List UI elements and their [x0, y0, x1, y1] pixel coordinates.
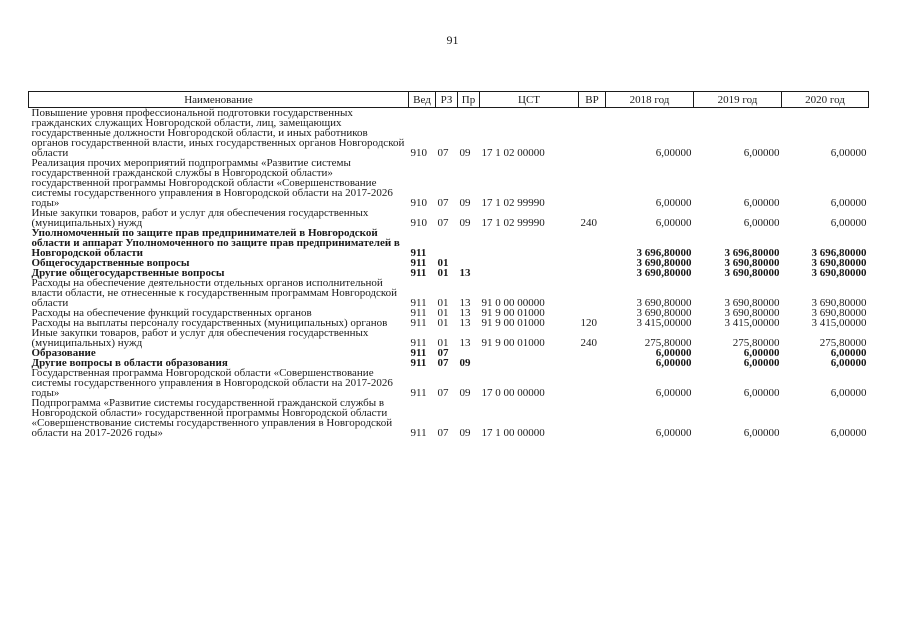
- row-amount-2019: 3 690,80000: [724, 257, 780, 269]
- row-vr: 120: [580, 317, 597, 329]
- row-rz: 07: [437, 387, 449, 399]
- row-cst: [480, 228, 579, 258]
- row-name: Общегосударственные вопросы: [31, 257, 190, 269]
- row-amount-2020: 6,00000: [830, 197, 867, 209]
- row-amount-2019: 3 696,80000: [724, 247, 780, 259]
- row-amount-2020: 3 690,80000: [811, 267, 867, 279]
- row-pr: 09: [459, 217, 471, 229]
- row-vr: [579, 108, 606, 159]
- row-vr: [579, 348, 606, 358]
- row-amount-2018: 3 690,80000: [636, 267, 692, 279]
- row-rz: 07: [437, 197, 449, 209]
- row-ved: 911: [410, 307, 427, 319]
- row-amount-2019: 6,00000: [743, 147, 780, 159]
- row-amount-2018: 6,00000: [655, 147, 692, 159]
- row-amount-2018: 275,80000: [644, 337, 692, 349]
- row-cst: 17 1 00 00000: [481, 427, 545, 439]
- row-amount-2019: 3 690,80000: [724, 307, 780, 319]
- row-name: Образование: [31, 347, 96, 359]
- row-vr: [579, 358, 606, 368]
- row-vr: 240: [580, 337, 597, 349]
- row-ved: 911: [410, 297, 427, 309]
- row-rz: 01: [437, 307, 449, 319]
- row-amount-2020: 6,00000: [830, 347, 867, 359]
- row-pr: 13: [459, 307, 471, 319]
- row-amount-2020: 3 696,80000: [811, 247, 867, 259]
- header-2018: 2018 год: [606, 92, 694, 108]
- row-rz: 07: [437, 427, 449, 439]
- page-number: 91: [446, 33, 459, 47]
- row-ved: 911: [410, 247, 427, 259]
- row-rz: 01: [437, 317, 449, 329]
- row-ved: 911: [410, 427, 427, 439]
- row-pr: 09: [459, 427, 471, 439]
- table-row: [29, 368, 869, 398]
- header-vr: ВР: [579, 92, 606, 108]
- row-pr: 09: [459, 147, 471, 159]
- row-cst: 17 1 02 99990: [481, 217, 545, 229]
- table-row: [29, 278, 869, 308]
- row-pr: 13: [459, 337, 471, 349]
- row-ved: 911: [410, 337, 427, 349]
- row-amount-2019: 3 690,80000: [724, 297, 780, 309]
- row-amount-2020: 3 690,80000: [811, 297, 867, 309]
- row-vr: [579, 398, 606, 438]
- row-pr: 09: [459, 197, 471, 209]
- table-row: [29, 228, 869, 258]
- table-row: [29, 328, 869, 348]
- row-amount-2018: 6,00000: [655, 217, 692, 229]
- row-amount-2019: 6,00000: [743, 347, 780, 359]
- row-amount-2018: 6,00000: [655, 197, 692, 209]
- row-name: Подпрограмма «Развитие системы государственной гражданской службы в Новгородской области» государственной программы Новгородской области «Совершенствование системы государственного управления в Новгородской области на 2017-2026 годы»: [31, 397, 393, 439]
- row-amount-2020: 6,00000: [830, 387, 867, 399]
- row-amount-2018: 3 690,80000: [636, 297, 692, 309]
- row-name: Уполномоченный по защите прав предпринимателей в Новгородской области и аппарат Уполномоченного по защите прав предпринимателей в Новгородской области: [31, 227, 400, 259]
- header-name: Наименование: [29, 92, 409, 108]
- header-cst: ЦСТ: [480, 92, 579, 108]
- row-amount-2020: 3 415,00000: [811, 317, 867, 329]
- row-amount-2019: 3 690,80000: [724, 267, 780, 279]
- row-pr: 09: [459, 357, 471, 369]
- row-rz: 07: [437, 357, 449, 369]
- row-vr: [579, 278, 606, 308]
- row-ved: 911: [410, 257, 427, 269]
- header-rz: РЗ: [436, 92, 458, 108]
- row-ved: 911: [410, 387, 427, 399]
- row-amount-2019: 6,00000: [743, 357, 780, 369]
- row-rz: 01: [437, 257, 449, 269]
- row-vr: [579, 158, 606, 208]
- row-pr: 13: [459, 297, 471, 309]
- row-amount-2019: 275,80000: [732, 337, 780, 349]
- row-cst: 91 9 00 01000: [481, 317, 545, 329]
- row-rz: 07: [437, 347, 449, 359]
- row-rz: 01: [437, 297, 449, 309]
- row-amount-2018: 3 696,80000: [636, 247, 692, 259]
- row-pr: [458, 228, 480, 258]
- table-row: [29, 398, 869, 438]
- row-vr: [579, 268, 606, 278]
- table-body: [29, 108, 869, 439]
- row-amount-2018: 6,00000: [655, 357, 692, 369]
- row-amount-2019: 3 415,00000: [724, 317, 780, 329]
- table-header: [29, 92, 869, 108]
- row-amount-2020: 6,00000: [830, 427, 867, 439]
- row-cst: [480, 268, 579, 278]
- table-row: [29, 158, 869, 208]
- budget-table: [28, 91, 869, 438]
- row-amount-2018: 6,00000: [655, 347, 692, 359]
- header-ved: Вед: [409, 92, 436, 108]
- row-amount-2018: 3 415,00000: [636, 317, 692, 329]
- row-amount-2020: 3 690,80000: [811, 257, 867, 269]
- header-pr: Пр: [458, 92, 480, 108]
- table-row: [29, 208, 869, 228]
- row-name: Иные закупки товаров, работ и услуг для обеспечения государственных (муниципальных) нужд: [31, 327, 369, 349]
- row-ved: 911: [410, 357, 427, 369]
- row-vr: [579, 368, 606, 398]
- row-ved: 910: [410, 147, 427, 159]
- row-vr: 240: [580, 217, 597, 229]
- row-amount-2019: 6,00000: [743, 197, 780, 209]
- row-pr: 09: [459, 387, 471, 399]
- row-name: Государственная программа Новгородской области «Совершенствование системы государственного управления в Новгородской области на 2017-2026 годы»: [31, 367, 393, 399]
- row-amount-2019: 6,00000: [743, 387, 780, 399]
- row-vr: [579, 258, 606, 268]
- row-cst: 91 9 00 01000: [481, 337, 545, 349]
- row-name: Другие вопросы в области образования: [31, 357, 228, 369]
- row-pr: 13: [459, 267, 471, 279]
- row-ved: 911: [410, 317, 427, 329]
- row-ved: 911: [410, 347, 427, 359]
- row-pr: 13: [459, 317, 471, 329]
- row-amount-2018: 3 690,80000: [636, 257, 692, 269]
- row-cst: [480, 258, 579, 268]
- row-ved: 910: [410, 197, 427, 209]
- row-amount-2020: 6,00000: [830, 147, 867, 159]
- row-cst: 17 1 02 00000: [481, 147, 545, 159]
- row-cst: 91 9 00 01000: [481, 307, 545, 319]
- row-rz: 07: [437, 147, 449, 159]
- row-amount-2020: 6,00000: [830, 217, 867, 229]
- row-name: Реализация прочих мероприятий подпрограммы «Развитие системы государственной гражданской службы в Новгородской области» государственной программы Новгородской области «Совершенствование системы государственного управления в Новгородской области на 2017-2026 годы»: [31, 157, 393, 209]
- row-cst: 17 0 00 00000: [481, 387, 545, 399]
- row-name: Расходы на обеспечение деятельности отдельных органов исполнительной власти области, не отнесенные к государственным программам Новгородской области: [31, 277, 398, 309]
- row-amount-2020: 275,80000: [819, 337, 867, 349]
- row-name: Расходы на обеспечение функций государственных органов: [31, 307, 312, 319]
- row-rz: 07: [437, 217, 449, 229]
- row-cst: 91 0 00 00000: [481, 297, 545, 309]
- row-cst: 17 1 02 99990: [481, 197, 545, 209]
- row-rz: [436, 228, 458, 258]
- row-amount-2018: 3 690,80000: [636, 307, 692, 319]
- header-2019: 2019 год: [694, 92, 782, 108]
- row-name: Иные закупки товаров, работ и услуг для обеспечения государственных (муниципальных) нужд: [31, 207, 369, 229]
- row-amount-2020: 6,00000: [830, 357, 867, 369]
- row-amount-2018: 6,00000: [655, 387, 692, 399]
- row-amount-2020: 3 690,80000: [811, 307, 867, 319]
- row-ved: 910: [410, 217, 427, 229]
- row-name: Другие общегосударственные вопросы: [31, 267, 225, 279]
- row-cst: [480, 358, 579, 368]
- row-amount-2019: 6,00000: [743, 217, 780, 229]
- row-rz: 01: [437, 337, 449, 349]
- row-vr: [579, 228, 606, 258]
- row-name: Расходы на выплаты персоналу государственных (муниципальных) органов: [31, 317, 388, 329]
- header-2020: 2020 год: [782, 92, 869, 108]
- table-row: [29, 108, 869, 159]
- row-amount-2019: 6,00000: [743, 427, 780, 439]
- row-name: Повышение уровня профессиональной подготовки государственных гражданских служащих Новгородской области, лиц, замещающих государственные должности Новгородской области, и иных работников органов государственной власти, иных государственных органов Новгородской области: [31, 107, 405, 159]
- row-ved: 911: [410, 267, 427, 279]
- row-cst: [480, 348, 579, 358]
- row-rz: 01: [437, 267, 449, 279]
- row-amount-2018: 6,00000: [655, 427, 692, 439]
